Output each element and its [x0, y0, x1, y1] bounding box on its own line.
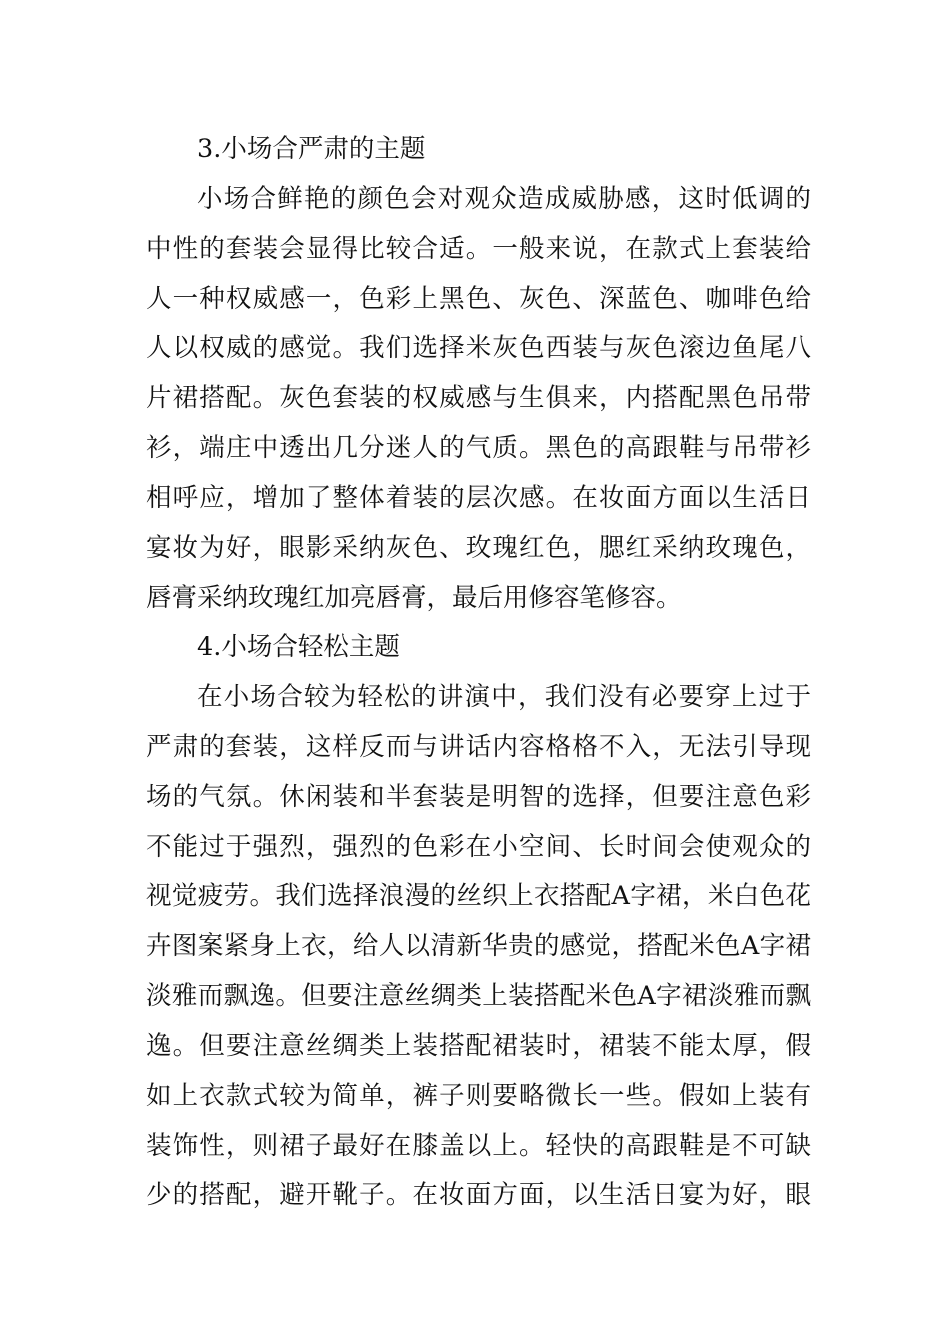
paragraph-line: 场的气氛。休闲装和半套装是明智的选择，但要注意色彩: [146, 782, 811, 812]
paragraph-line: 片裙搭配。灰色套装的权威感与生俱来，内搭配黑色吊带: [146, 383, 811, 413]
paragraph-line: 卉图案紧身上衣，给人以清新华贵的感觉，搭配米色A字裙: [146, 931, 811, 961]
section-3-heading: 3.小场合严肃的主题: [197, 134, 426, 164]
paragraph-line: 不能过于强烈，强烈的色彩在小空间、长时间会使观众的: [146, 832, 811, 862]
section-4-heading: 4.小场合轻松主题: [197, 632, 400, 662]
paragraph-line: 少的搭配，避开靴子。在妆面方面，以生活日宴为好，眼: [146, 1180, 811, 1210]
paragraph-line: 相呼应，增加了整体着装的层次感。在妆面方面以生活日: [146, 483, 811, 513]
paragraph-line: 淡雅而飘逸。但要注意丝绸类上装搭配米色A字裙淡雅而飘: [146, 981, 811, 1011]
paragraph-line: 严肃的套装，这样反而与讲话内容格格不入，无法引导现: [146, 732, 811, 762]
paragraph-line: 人以权威的感觉。我们选择米灰色西装与灰色滚边鱼尾八: [146, 333, 811, 363]
paragraph-line: 视觉疲劳。我们选择浪漫的丝织上衣搭配A字裙，米白色花: [146, 881, 811, 911]
paragraph-line: 中性的套装会显得比较合适。一般来说，在款式上套装给: [146, 234, 811, 264]
paragraph-line: 宴妆为好，眼影采纳灰色、玫瑰红色，腮红采纳玫瑰色，: [146, 533, 811, 563]
paragraph-line: 逸。但要注意丝绸类上装搭配裙装时，裙装不能太厚，假: [146, 1031, 811, 1061]
paragraph-line: 如上衣款式较为简单，裤子则要略微长一些。假如上装有: [146, 1081, 811, 1111]
paragraph-line: 唇膏采纳玫瑰红加亮唇膏，最后用修容笔修容。: [146, 583, 682, 613]
paragraph-line: 在小场合较为轻松的讲演中，我们没有必要穿上过于: [197, 682, 811, 712]
paragraph-line: 装饰性，则裙子最好在膝盖以上。轻快的高跟鞋是不可缺: [146, 1131, 811, 1161]
paragraph-line: 小场合鲜艳的颜色会对观众造成威胁感，这时低调的: [197, 184, 811, 214]
paragraph-line: 人一种权威感一，色彩上黑色、灰色、深蓝色、咖啡色给: [146, 284, 811, 314]
paragraph-line: 衫，端庄中透出几分迷人的气质。黑色的高跟鞋与吊带衫: [146, 433, 811, 463]
